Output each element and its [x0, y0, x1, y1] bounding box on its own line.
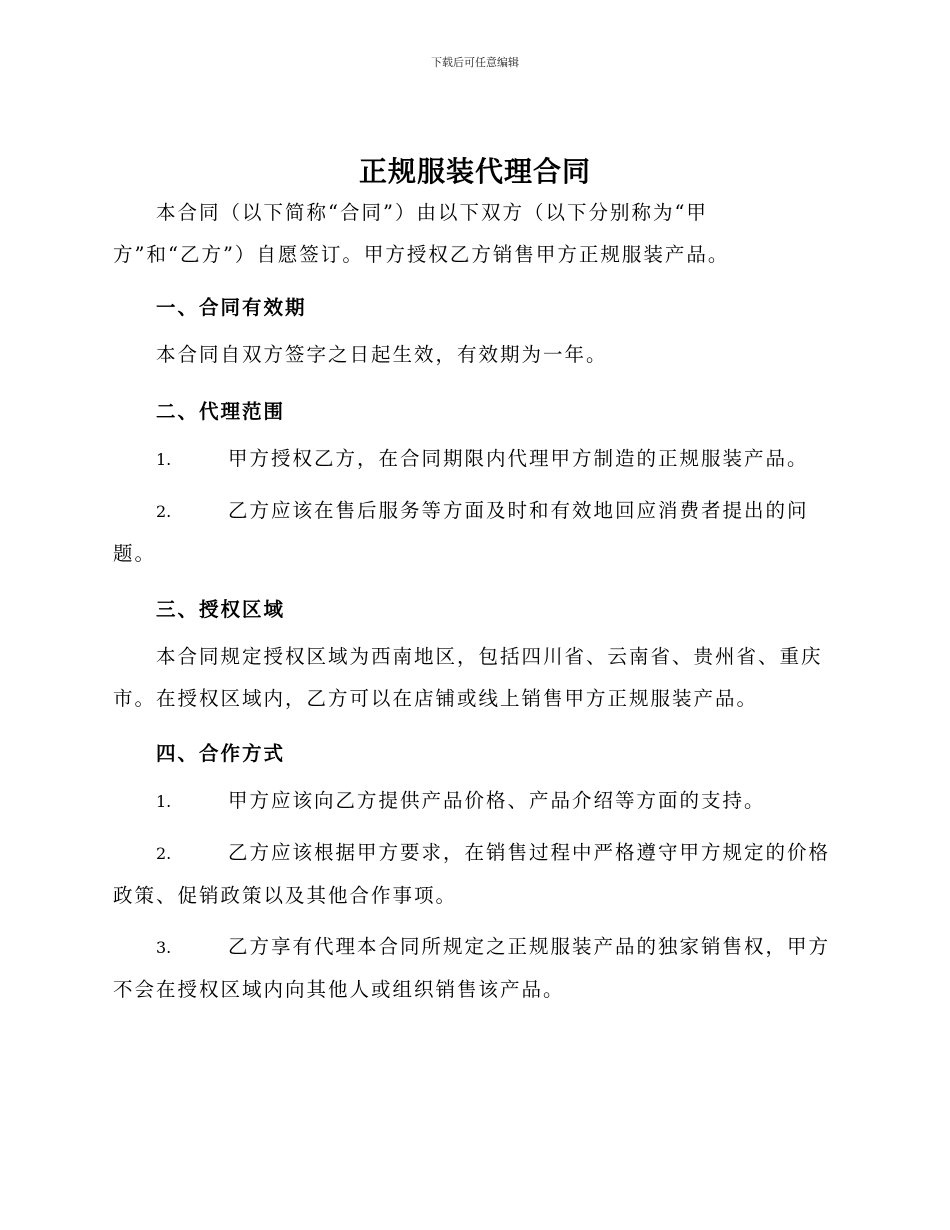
section-3-text: 本合同规定授权区域为西南地区，包括四川省、云南省、贵州省、重庆市。在授权区域内，乙方可以在店铺或线上销售甲方正规服装产品。 [113, 645, 823, 710]
section-1-text: 本合同自双方签字之日起生效，有效期为一年。 [156, 343, 608, 366]
item-number: 3. [156, 938, 172, 957]
intro-text: 本合同（以下简称“合同”）由以下双方（以下分别称为“甲方”和“乙方”）自愿签订。甲方授权乙方销售甲方正规服装产品。 [113, 201, 730, 266]
item-number: 2. [156, 502, 172, 521]
section-4-item-1 [113, 780, 838, 823]
section-1-heading: 一、合同有效期 [156, 296, 307, 319]
item-number: 1. [156, 792, 172, 811]
section-4-heading: 四、合作方式 [156, 742, 286, 765]
section-3-heading: 三、授权区域 [156, 598, 286, 621]
section-4-item-2 [113, 832, 838, 917]
item-text: 乙方享有代理本合同所规定之正规服装产品的独家销售权，甲方不会在授权区域内向其他人或组织销售该产品。 [113, 935, 831, 1001]
section-3-body [113, 636, 838, 720]
item-text: 甲方授权乙方，在合同期限内代理甲方制造的正规服装产品。 [228, 447, 809, 470]
document-title: 正规服装代理合同 [358, 155, 591, 188]
header-note: 下载后可任意编辑 [431, 56, 519, 69]
section-2-item-1 [113, 438, 838, 481]
intro-paragraph [113, 192, 753, 276]
item-text: 甲方应该向乙方提供产品价格、产品介绍等方面的支持。 [228, 789, 766, 812]
section-2-item-2 [113, 490, 838, 575]
item-number: 1. [156, 450, 172, 469]
section-4-item-3 [113, 926, 838, 1011]
section-1-body [113, 334, 838, 376]
section-2-heading: 二、代理范围 [156, 400, 286, 423]
item-text: 乙方应该根据甲方要求，在销售过程中严格遵守甲方规定的价格政策、促销政策以及其他合作事项。 [113, 841, 831, 907]
item-number: 2. [156, 844, 172, 863]
item-text: 乙方应该在售后服务等方面及时和有效地回应消费者提出的问题。 [113, 499, 809, 565]
